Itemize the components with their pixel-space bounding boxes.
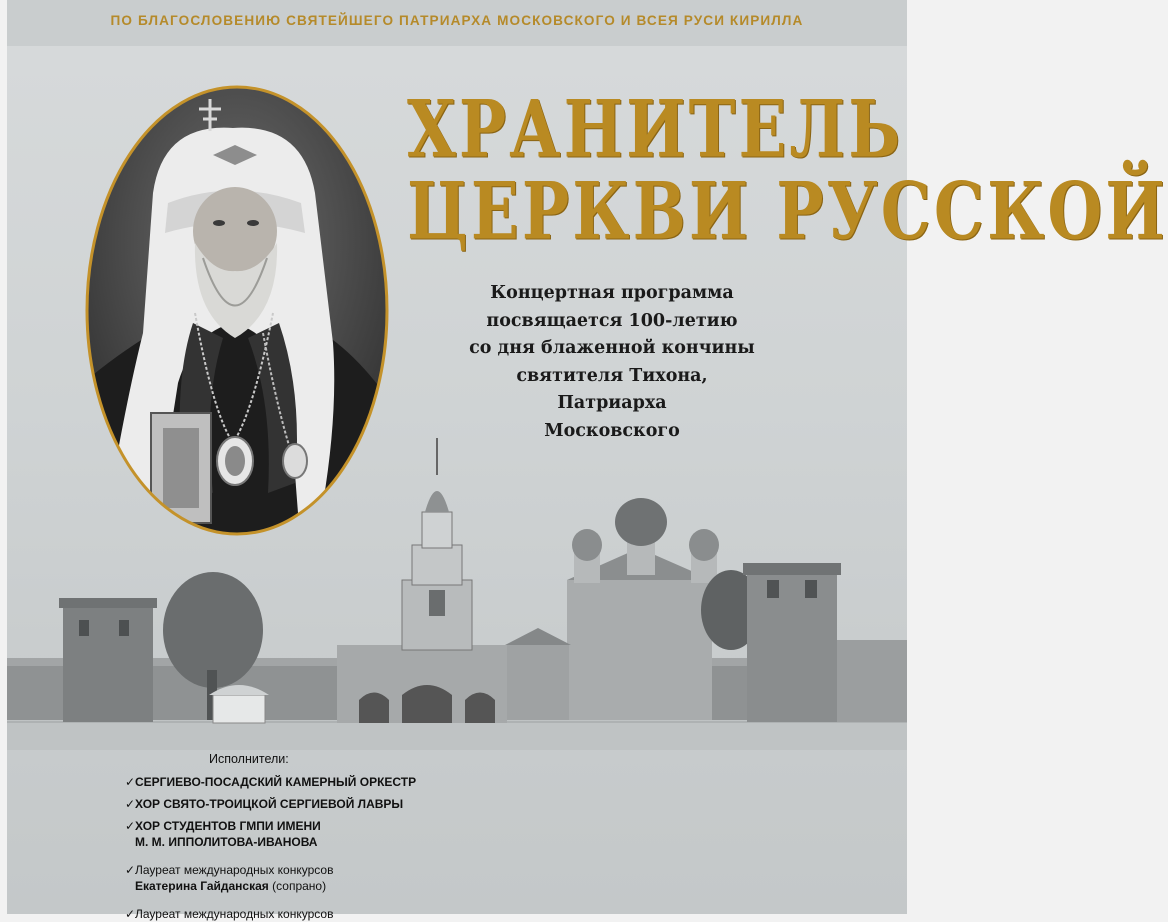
dedication-line: посвящается 100-летию [486, 310, 738, 331]
performer-name: ХОР СВЯТО-ТРОИЦКОЙ СЕРГИЕВОЙ ЛАВРЫ [135, 797, 404, 811]
performer-name: ХОР СТУДЕНТОВ ГМПИ ИМЕНИ [135, 819, 321, 833]
performer-item-continued [125, 834, 445, 850]
performer-name: М. М. ИППОЛИТОВА-ИВАНОВА [135, 835, 318, 849]
performer-item [125, 818, 445, 834]
dedication-line: со дня блаженной кончины [469, 338, 755, 359]
tick-icon: ✓ [125, 797, 136, 811]
dedication-text [437, 280, 787, 446]
soloist-title: Лауреат международных конкурсов [135, 907, 334, 921]
tick-icon: ✓ [125, 907, 136, 921]
tick-icon: ✓ [125, 863, 136, 877]
dedication-line: святителя Тихона, [516, 365, 708, 386]
performers-heading: Исполнители: [209, 752, 289, 766]
soloist-title: Лауреат международных конкурсов [135, 863, 334, 877]
dedication-line: Московского [544, 420, 680, 441]
soloist-entry [125, 862, 445, 894]
soloist-name: Екатерина Гайданская [135, 879, 269, 893]
monastery-illustration [7, 430, 907, 750]
title-line-1: ХРАНИТЕЛЬ [407, 82, 904, 176]
soloist-voice: (сопрано) [272, 879, 327, 893]
soloist-entry [125, 906, 445, 922]
performer-item [125, 796, 445, 812]
soloist-name-line [135, 878, 445, 894]
performer-item [125, 774, 445, 790]
tick-icon: ✓ [125, 819, 136, 833]
concert-poster [7, 0, 1168, 921]
dedication-line: Концертная программа [490, 283, 734, 303]
blessing-line: ПО БЛАГОСЛОВЕНИЮ СВЯТЕЙШЕГО ПАТРИАРХА МОСКОВСКОГО И ВСЕЯ РУСИ КИРИЛЛА [110, 13, 804, 28]
tick-icon: ✓ [125, 775, 136, 789]
dedication-line: Патриарха [557, 393, 667, 414]
performer-name: СЕРГИЕВО-ПОСАДСКИЙ КАМЕРНЫЙ ОРКЕСТР [135, 775, 417, 789]
title-line-2: ЦЕРКВИ РУССКОЙ [407, 164, 1168, 258]
performers-section [125, 752, 445, 922]
